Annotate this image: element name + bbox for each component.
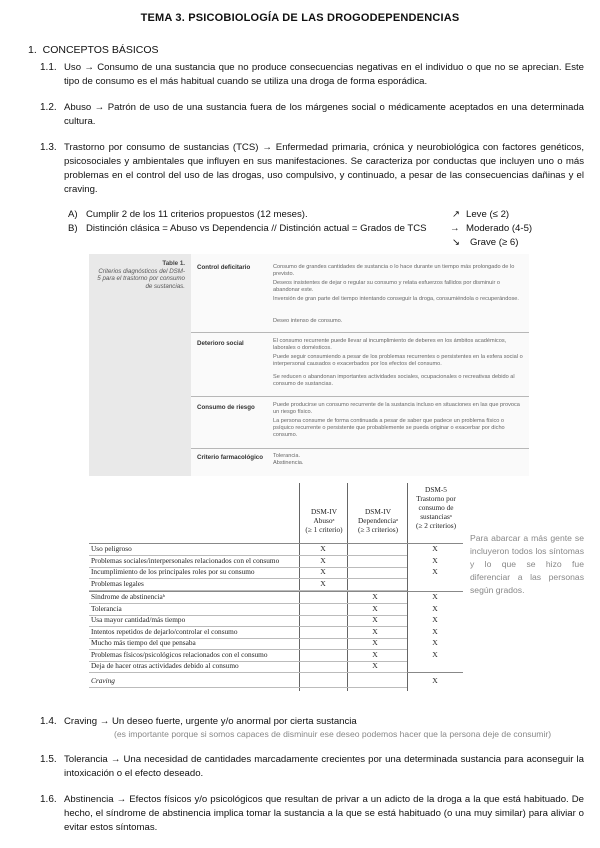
criteria-category: Control deficitario: [197, 264, 251, 271]
column-header-abuso: [301, 507, 347, 534]
side-note: Para abarcar a más gente se incluyeron todos los síntomas y lo que se hizo fue diferenciar a las personas según grados.: [470, 533, 584, 595]
item-number: 1.2.: [40, 102, 57, 113]
header-line: Abusoᵃ: [313, 516, 335, 525]
criterion: Deseos insistentes de dejar o regular su consumo y relata esfuerzos fallidos por disminuir o abandonar este.: [273, 280, 500, 293]
item-craving: Craving → Un deseo fuerte, urgente y/o anormal por cierta sustancia: [64, 716, 357, 727]
sublist-a-label: A): [68, 209, 78, 220]
item-number: 1.1.: [40, 62, 57, 73]
column-header-dependencia: [349, 507, 407, 534]
section-heading: [28, 44, 159, 56]
table-row-label: Intentos repetidos de dejarlo/controlar el consumo: [91, 626, 238, 636]
arrow-right-icon: →: [450, 223, 460, 234]
criteria-group: [191, 396, 529, 449]
criterion: Se reducen o abandonan importantes actividades sociales, ocupacionales o recreativas debido al consumo de sustancias.: [273, 374, 515, 387]
header-line: DSM-IV: [365, 507, 391, 516]
item-number: 1.6.: [40, 794, 57, 805]
item-uso: Uso → Consumo de una sustancia que no produce consecuencias negativas en el individuo o que no se aprecian. Este tipo de consumo es el más habitual cuando se utiliza una droga de forma esporádica.: [64, 62, 584, 87]
item-number: 1.4.: [40, 716, 57, 727]
figure-caption-text: Criterios diagnósticos del DSM-5 para el trastorno por consumo de sustancias.: [97, 267, 185, 290]
arrow-down-icon: ↘: [452, 237, 461, 248]
table-cell-mark: X: [432, 555, 438, 565]
table-cell-mark: X: [320, 555, 326, 565]
item-number: 1.5.: [40, 754, 57, 765]
header-line: (≥ 2 criterios): [415, 521, 457, 530]
column-header-tcs: [409, 485, 463, 530]
item-abuso: Abuso → Patrón de uso de una sustancia fuera de los márgenes social o médicamente aceptados en una determinada cultura.: [64, 102, 584, 127]
criterion: Puede seguir consumiendo a pesar de los problemas recurrentes o persistentes en la esfera social o interpersonal causados o exacerbados por los efectos del consumo.: [273, 354, 523, 367]
table-row-label: Problemas sociales/interpersonales relacionados con el consumo: [91, 555, 280, 565]
figure-caption: [97, 260, 185, 290]
table-cell-mark: X: [432, 626, 438, 636]
page-title: TEMA 3. PSICOBIOLOGÍA DE LAS DROGODEPENDENCIAS: [140, 12, 460, 24]
table-row-label: Problemas físicos/psicológicos relacionados con el consumo: [91, 649, 268, 659]
table-row-label: Tolerancia: [91, 603, 122, 613]
grade-leve: Leve (≤ 2): [466, 209, 510, 220]
grade-grave: Grave (≥ 6): [470, 237, 519, 248]
header-line: DSM-IV: [311, 507, 337, 516]
header-line: Dependenciaᵃ: [357, 516, 399, 525]
arrow-up-icon: ↗: [452, 209, 461, 220]
table-row-label: Deja de hacer otras actividades debido al consumo: [91, 661, 239, 670]
figure-caption-panel: [89, 254, 191, 476]
table-row-label: Uso peligroso: [91, 544, 132, 553]
sublist-a-text: Cumplir 2 de los 11 criterios propuestos (12 meses).: [86, 209, 308, 220]
header-line: (≥ 1 criterio): [305, 525, 343, 534]
criteria-group: [191, 332, 529, 397]
table-cell-mark: X: [432, 544, 438, 553]
table-row-label: Mucho más tiempo del que pensaba: [91, 638, 196, 647]
table-cell-mark: X: [432, 649, 438, 659]
criterion: El consumo recurrente puede llevar al incumplimiento de deberes en los ámbitos académicos, laborales o domésticos.: [273, 338, 507, 351]
table-row-label: Usa mayor cantidad/más tiempo: [91, 615, 186, 624]
table-cell-mark: X: [432, 615, 438, 624]
criteria-group: [191, 254, 529, 333]
table-cell-mark: X: [320, 578, 326, 588]
criterion: Consumo de grandes cantidades de sustancia o lo hace durante un tiempo más prolongado de lo previsto.: [273, 264, 515, 277]
table-row-label: Síndrome de abstinenciaᵇ: [91, 592, 165, 601]
criterion: Inversión de gran parte del tiempo intentando conseguir la droga, consumiéndola o recuperándose.: [273, 296, 519, 302]
table-row-label: Problemas legales: [91, 578, 144, 588]
item-abstinencia: Abstinencia → Efectos físicos y/o psicológicos que resultan de privar a un adicto de la droga a la que está habituado. De hecho, el síndrome de abstinencia implica tomar la sustancia a la que se está habituado (o una muy similar) para aliviar o evitar estos síntomas.: [64, 794, 584, 833]
figure-table-number: Table 1.: [162, 260, 185, 267]
criterion: Tolerancia.: [273, 453, 301, 459]
item-tcs: Trastorno por consumo de sustancias (TCS) → Enfermedad primaria, crónica y neurobiológica con factores genéticos, psicosociales y ambientales que influyen en sus manifestaciones. Se caracteriza por conductas que incluyen uno o más problemas en el control del uso de las drogas, uso compulsivo, y continuado, a pesar de las consecuencias dañinas y el craving.: [64, 142, 584, 195]
item-craving-note: (es importante porque si somos capaces de disminuir ese deseo podemos hacer que la persona deje de consumir): [114, 729, 552, 739]
table-row-label: Craving: [91, 676, 115, 685]
figure-criteria-table: [191, 254, 529, 476]
table-cell-mark: X: [432, 676, 438, 685]
table-cell-mark: X: [372, 661, 378, 670]
table-cell-mark: X: [372, 603, 378, 613]
criteria-category: Deterioro social: [197, 340, 244, 347]
criterion: Puede producirse un consumo recurrente de la sustancia incluso en situaciones en las que provoca un riesgo físico.: [273, 402, 520, 415]
table-cell-mark: X: [372, 626, 378, 636]
table-cell-mark: X: [372, 649, 378, 659]
criteria-category: Consumo de riesgo: [197, 404, 255, 411]
sublist-b-text: Distinción clásica = Abuso vs Dependencia // Distinción actual = Grados de TCS: [86, 223, 427, 234]
table-cell-mark: X: [432, 567, 438, 576]
item-tolerancia: Tolerancia → Una necesidad de cantidades marcadamente crecientes por una determinada sustancia para aconseguir la intoxicación o el efecto deseado.: [64, 754, 584, 779]
table-cell-mark: X: [320, 544, 326, 553]
table-cell-mark: X: [432, 603, 438, 613]
section-label: CONCEPTOS BÁSICOS: [42, 44, 159, 56]
section-number: 1.: [28, 44, 37, 56]
header-line: Trastorno por consumo de sustanciasᵃ: [416, 494, 456, 521]
criterion: Abstinencia.: [273, 460, 304, 466]
criteria-category: Criterio farmacológico: [197, 454, 264, 461]
table-row-label: Incumplimiento de los principales roles por su consumo: [91, 567, 255, 576]
sublist-b-label: B): [68, 223, 78, 234]
table-cell-mark: X: [372, 615, 378, 624]
header-line: DSM-5: [425, 485, 447, 494]
grade-moderado: Moderado (4-5): [466, 223, 533, 234]
criterion: Deseo intenso de consumo.: [273, 318, 343, 324]
dsm5-criteria-figure: [89, 254, 529, 476]
criterion: La persona consume de forma continuada a pesar de saber que padece un problema físico o psíquico recurrente o persistente que probablemente se pueda originar o exacerbar por dicho consumo.: [273, 418, 505, 438]
item-number: 1.3.: [40, 142, 57, 153]
table-cell-mark: X: [432, 638, 438, 647]
criteria-group: [191, 448, 529, 476]
header-line: (≥ 3 criterios): [357, 525, 399, 534]
dsm-comparison-table: [89, 483, 463, 691]
table-cell-mark: X: [320, 567, 326, 576]
table-cell-mark: X: [372, 592, 378, 601]
table-cell-mark: X: [372, 638, 378, 647]
table-cell-mark: X: [432, 592, 438, 601]
